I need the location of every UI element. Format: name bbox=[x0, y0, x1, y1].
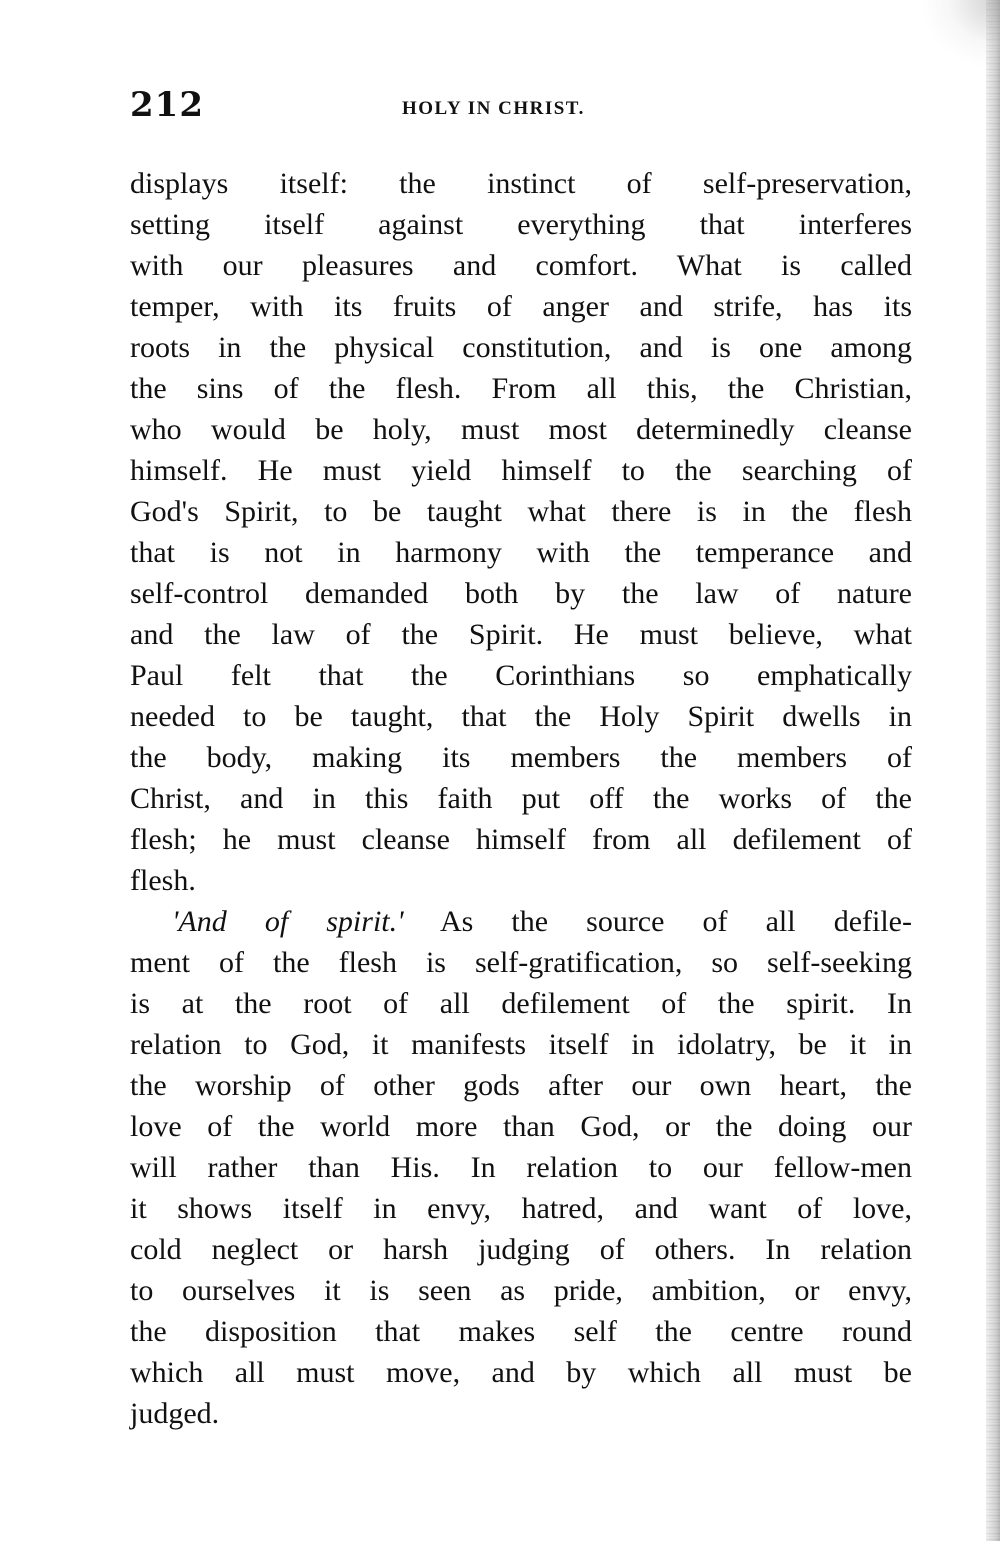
text-line: setting itself against everything that interferes bbox=[130, 208, 912, 241]
text-line: Christ, and in this faith put off the works of the bbox=[130, 782, 912, 815]
scan-edge-shadow bbox=[986, 0, 1000, 1541]
body-text bbox=[130, 163, 912, 1434]
text-line: with our pleasures and comfort. What is called bbox=[130, 249, 912, 282]
page-number: 212 bbox=[130, 85, 204, 125]
text-line: judged. bbox=[130, 1397, 220, 1430]
text-line: ment of the flesh is self-gratification, so self-seeking bbox=[130, 946, 912, 979]
text-line: cold neglect or harsh judging of others. In relation bbox=[130, 1233, 912, 1266]
first-line-rest: As the source of all defile- bbox=[439, 905, 912, 938]
text-line: who would be holy, must most determinedly cleanse bbox=[130, 413, 912, 446]
text-line: God's Spirit, to be taught what there is in the flesh bbox=[130, 495, 912, 528]
text-line: flesh. bbox=[130, 864, 196, 897]
text-line: to ourselves it is seen as pride, ambition, or envy, bbox=[130, 1274, 912, 1307]
text-line: the disposition that makes self the centre round bbox=[130, 1315, 912, 1348]
text-line: love of the world more than God, or the doing our bbox=[130, 1110, 912, 1143]
text-line: himself. He must yield himself to the searching of bbox=[130, 454, 912, 487]
paragraph-2 bbox=[130, 901, 912, 1434]
scan-corner-shadow bbox=[920, 0, 1000, 70]
paragraph-1 bbox=[130, 163, 912, 901]
text-line: the sins of the flesh. From all this, the Christian, bbox=[130, 372, 912, 405]
chapter-title: HOLY IN CHRIST. bbox=[402, 98, 585, 119]
text-line: and the law of the Spirit. He must believe, what bbox=[130, 618, 912, 651]
text-line: will rather than His. In relation to our fellow-men bbox=[130, 1151, 912, 1184]
text-line: the body, making its members the members of bbox=[130, 741, 912, 774]
text-line: displays itself: the instinct of self-preservation, bbox=[130, 167, 912, 200]
text-line: needed to be taught, that the Holy Spirit dwells in bbox=[130, 700, 912, 733]
text-line: it shows itself in envy, hatred, and want of love, bbox=[130, 1192, 912, 1225]
text-line: relation to God, it manifests itself in idolatry, be it in bbox=[130, 1028, 912, 1061]
text-line: that is not in harmony with the temperance and bbox=[130, 536, 912, 569]
text-line-first bbox=[130, 901, 912, 942]
text-line: temper, with its fruits of anger and strife, has its bbox=[130, 290, 912, 323]
text-line: flesh; he must cleanse himself from all defilement of bbox=[130, 823, 912, 856]
text-line: roots in the physical constitution, and is one among bbox=[130, 331, 912, 364]
text-line: is at the root of all defilement of the spirit. In bbox=[130, 987, 912, 1020]
text-line: the worship of other gods after our own heart, the bbox=[130, 1069, 912, 1102]
text-line: self-control demanded both by the law of nature bbox=[130, 577, 912, 610]
text-line: which all must move, and by which all must be bbox=[130, 1356, 912, 1389]
text-line: Paul felt that the Corinthians so emphatically bbox=[130, 659, 912, 692]
italic-lead: 'And of spirit.' bbox=[172, 905, 404, 938]
running-head bbox=[130, 80, 910, 130]
